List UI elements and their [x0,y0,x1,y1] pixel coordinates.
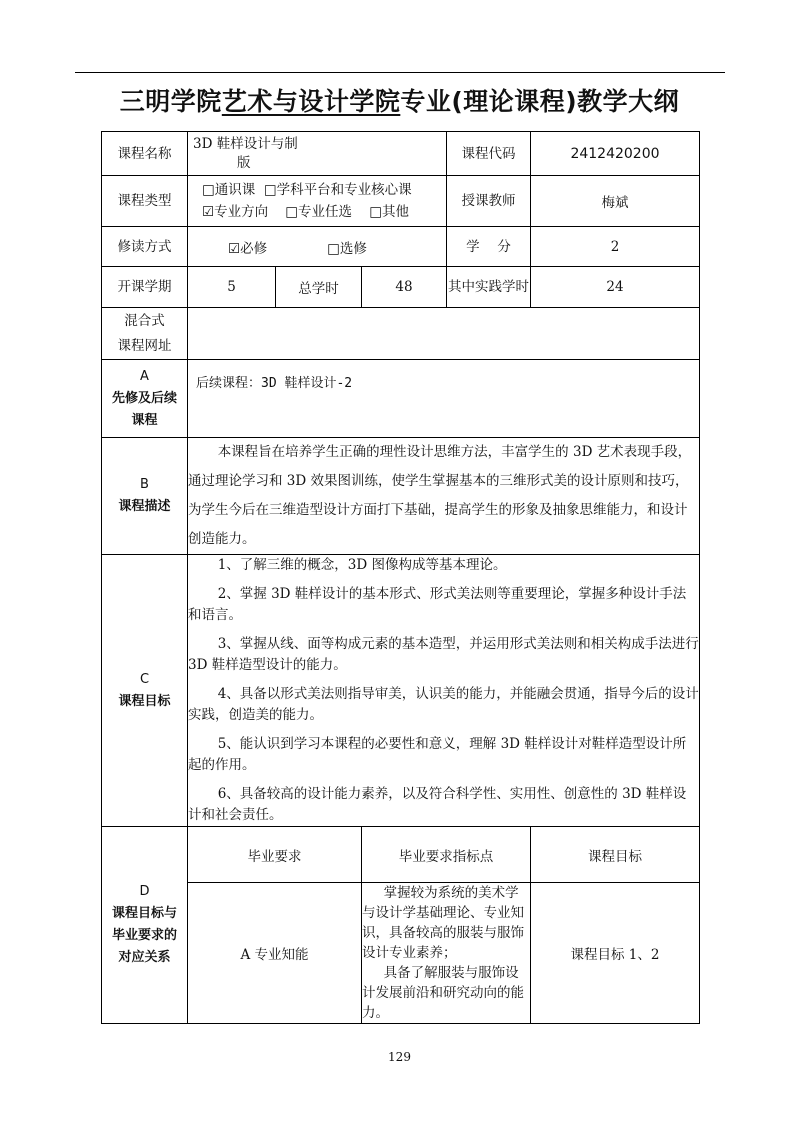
indicator-cell [362,883,531,1024]
section-c-label-text: 课程目标 [118,693,171,709]
option-other: □其他 [369,204,409,220]
header-rule [75,72,725,73]
mode-required: ☑必修 [228,240,268,257]
course-description: 本课程旨在培养学生正确的理性设计思维方法，丰富学生的 3D 艺术表现手段，通过理论学习和 3D 效果图训练，使学生掌握基本的三维形式美的设计原则和技巧，为学生今后在三维造型设计方面打下基础，提高学生的形象及抽象思维能力，和设计创造能力。 [188,438,700,555]
col-header-requirement: 毕业要求 [188,827,362,883]
section-c-label [102,555,188,827]
title-college: 艺术与设计学院 [221,87,401,116]
section-a-content [188,360,700,438]
course-type-row1 [188,179,446,201]
total-hours-value: 48 [362,267,447,308]
course-goal-cell: 课程目标 1、2 [531,883,700,1024]
col-header-course-goal: 课程目标 [531,827,700,883]
teacher-label: 授课教师 [447,176,531,227]
mode-elective: □选修 [327,240,367,257]
section-d-label [102,827,188,1024]
course-goals [188,555,700,827]
course-type-options [188,176,447,227]
section-a-label-line2: 课程 [131,412,158,428]
study-mode-options [188,227,447,267]
course-name-label: 课程名称 [102,132,188,176]
practice-hours-label: 其中实践学时 [447,267,531,308]
course-code-label: 课程代码 [447,132,531,176]
option-major-elective: □专业任选 [285,204,353,220]
study-mode-label: 修读方式 [102,227,188,267]
goal-item-5: 5、能认识到学习本课程的必要性和意义，理解 3D 鞋样设计对鞋样造型设计所起的作用。 [188,736,687,773]
goal-item-2: 2、掌握 3D 鞋样设计的基本形式、形式美法则等重要理论，掌握多种设计手法和语言。 [188,586,687,623]
mixed-course-label-line1: 混合式 [124,312,165,329]
mixed-course-label-line2: 课程网址 [117,337,172,354]
total-hours-label: 总学时 [276,267,362,308]
indicator-para-2: 具备了解服装与服饰设计发展前沿和研究动向的能力。 [362,965,524,1021]
section-b-label-text: 课程描述 [118,499,171,514]
course-type-row2 [188,201,446,223]
goal-item-4: 4、具备以形式美法则指导审美，认识美的能力，并能融会贯通，指导今后的设计实践，创造美的能力。 [188,686,699,723]
practice-hours-value: 24 [531,267,700,308]
semester-label: 开课学期 [102,267,188,308]
credit-value: 2 [531,227,700,267]
credit-label: 学 分 [447,227,531,267]
course-type-label: 课程类型 [102,176,188,227]
teacher-value: 梅斌 [531,176,700,227]
page-number: 129 [388,1050,411,1064]
course-name-line2: 版 [237,154,251,171]
option-general: □通识课 [202,182,256,198]
goal-item-3: 3、掌握从线、面等构成元素的基本造型，并运用形式美法则和相关构成手法进行 3D 鞋样造型设计的能力。 [188,636,699,673]
col-header-indicator: 毕业要求指标点 [362,827,531,883]
section-d-label-line1: 课程目标与 [111,906,177,921]
requirement-cell: A 专业知能 [188,883,362,1024]
indicator-para-1: 掌握较为系统的美术学与设计学基础理论、专业知识，具备较高的服装与服饰设计专业素养； [362,885,524,961]
mixed-course-label [102,308,188,360]
section-a-letter: A [140,368,149,384]
section-d-label-line2: 毕业要求的 [111,928,177,943]
page-title [0,82,799,118]
syllabus-table [101,131,700,1024]
option-major-direction: ☑专业方向 [202,204,269,220]
title-school: 三明学院 [119,87,222,116]
title-suffix: 专业(理论课程)教学大纲 [400,87,680,116]
prerequisite-text: 后续课程：3D 鞋样设计-2 [196,376,353,391]
section-a-label-line1: 先修及后续 [111,390,177,406]
semester-value: 5 [188,267,276,308]
section-d-letter: D [139,884,150,899]
section-c-letter: C [139,671,150,687]
section-d-label-line3: 对应关系 [118,950,171,965]
goal-item-1: 1、了解三维的概念，3D 图像构成等基本理论。 [217,557,507,573]
section-b-letter: B [140,477,149,492]
course-name-line1: 3D 鞋样设计与制 [193,135,298,152]
option-core: □学科平台和专业核心课 [263,182,412,198]
course-code-value: 2412420200 [531,132,700,176]
section-a-label [102,360,188,438]
section-b-label [102,438,188,555]
goal-item-6: 6、具备较高的设计能力素养，以及符合科学性、实用性、创意性的 3D 鞋样设计和社会责任。 [188,786,687,823]
course-name-value [188,132,447,176]
mixed-course-url-value [188,308,700,360]
